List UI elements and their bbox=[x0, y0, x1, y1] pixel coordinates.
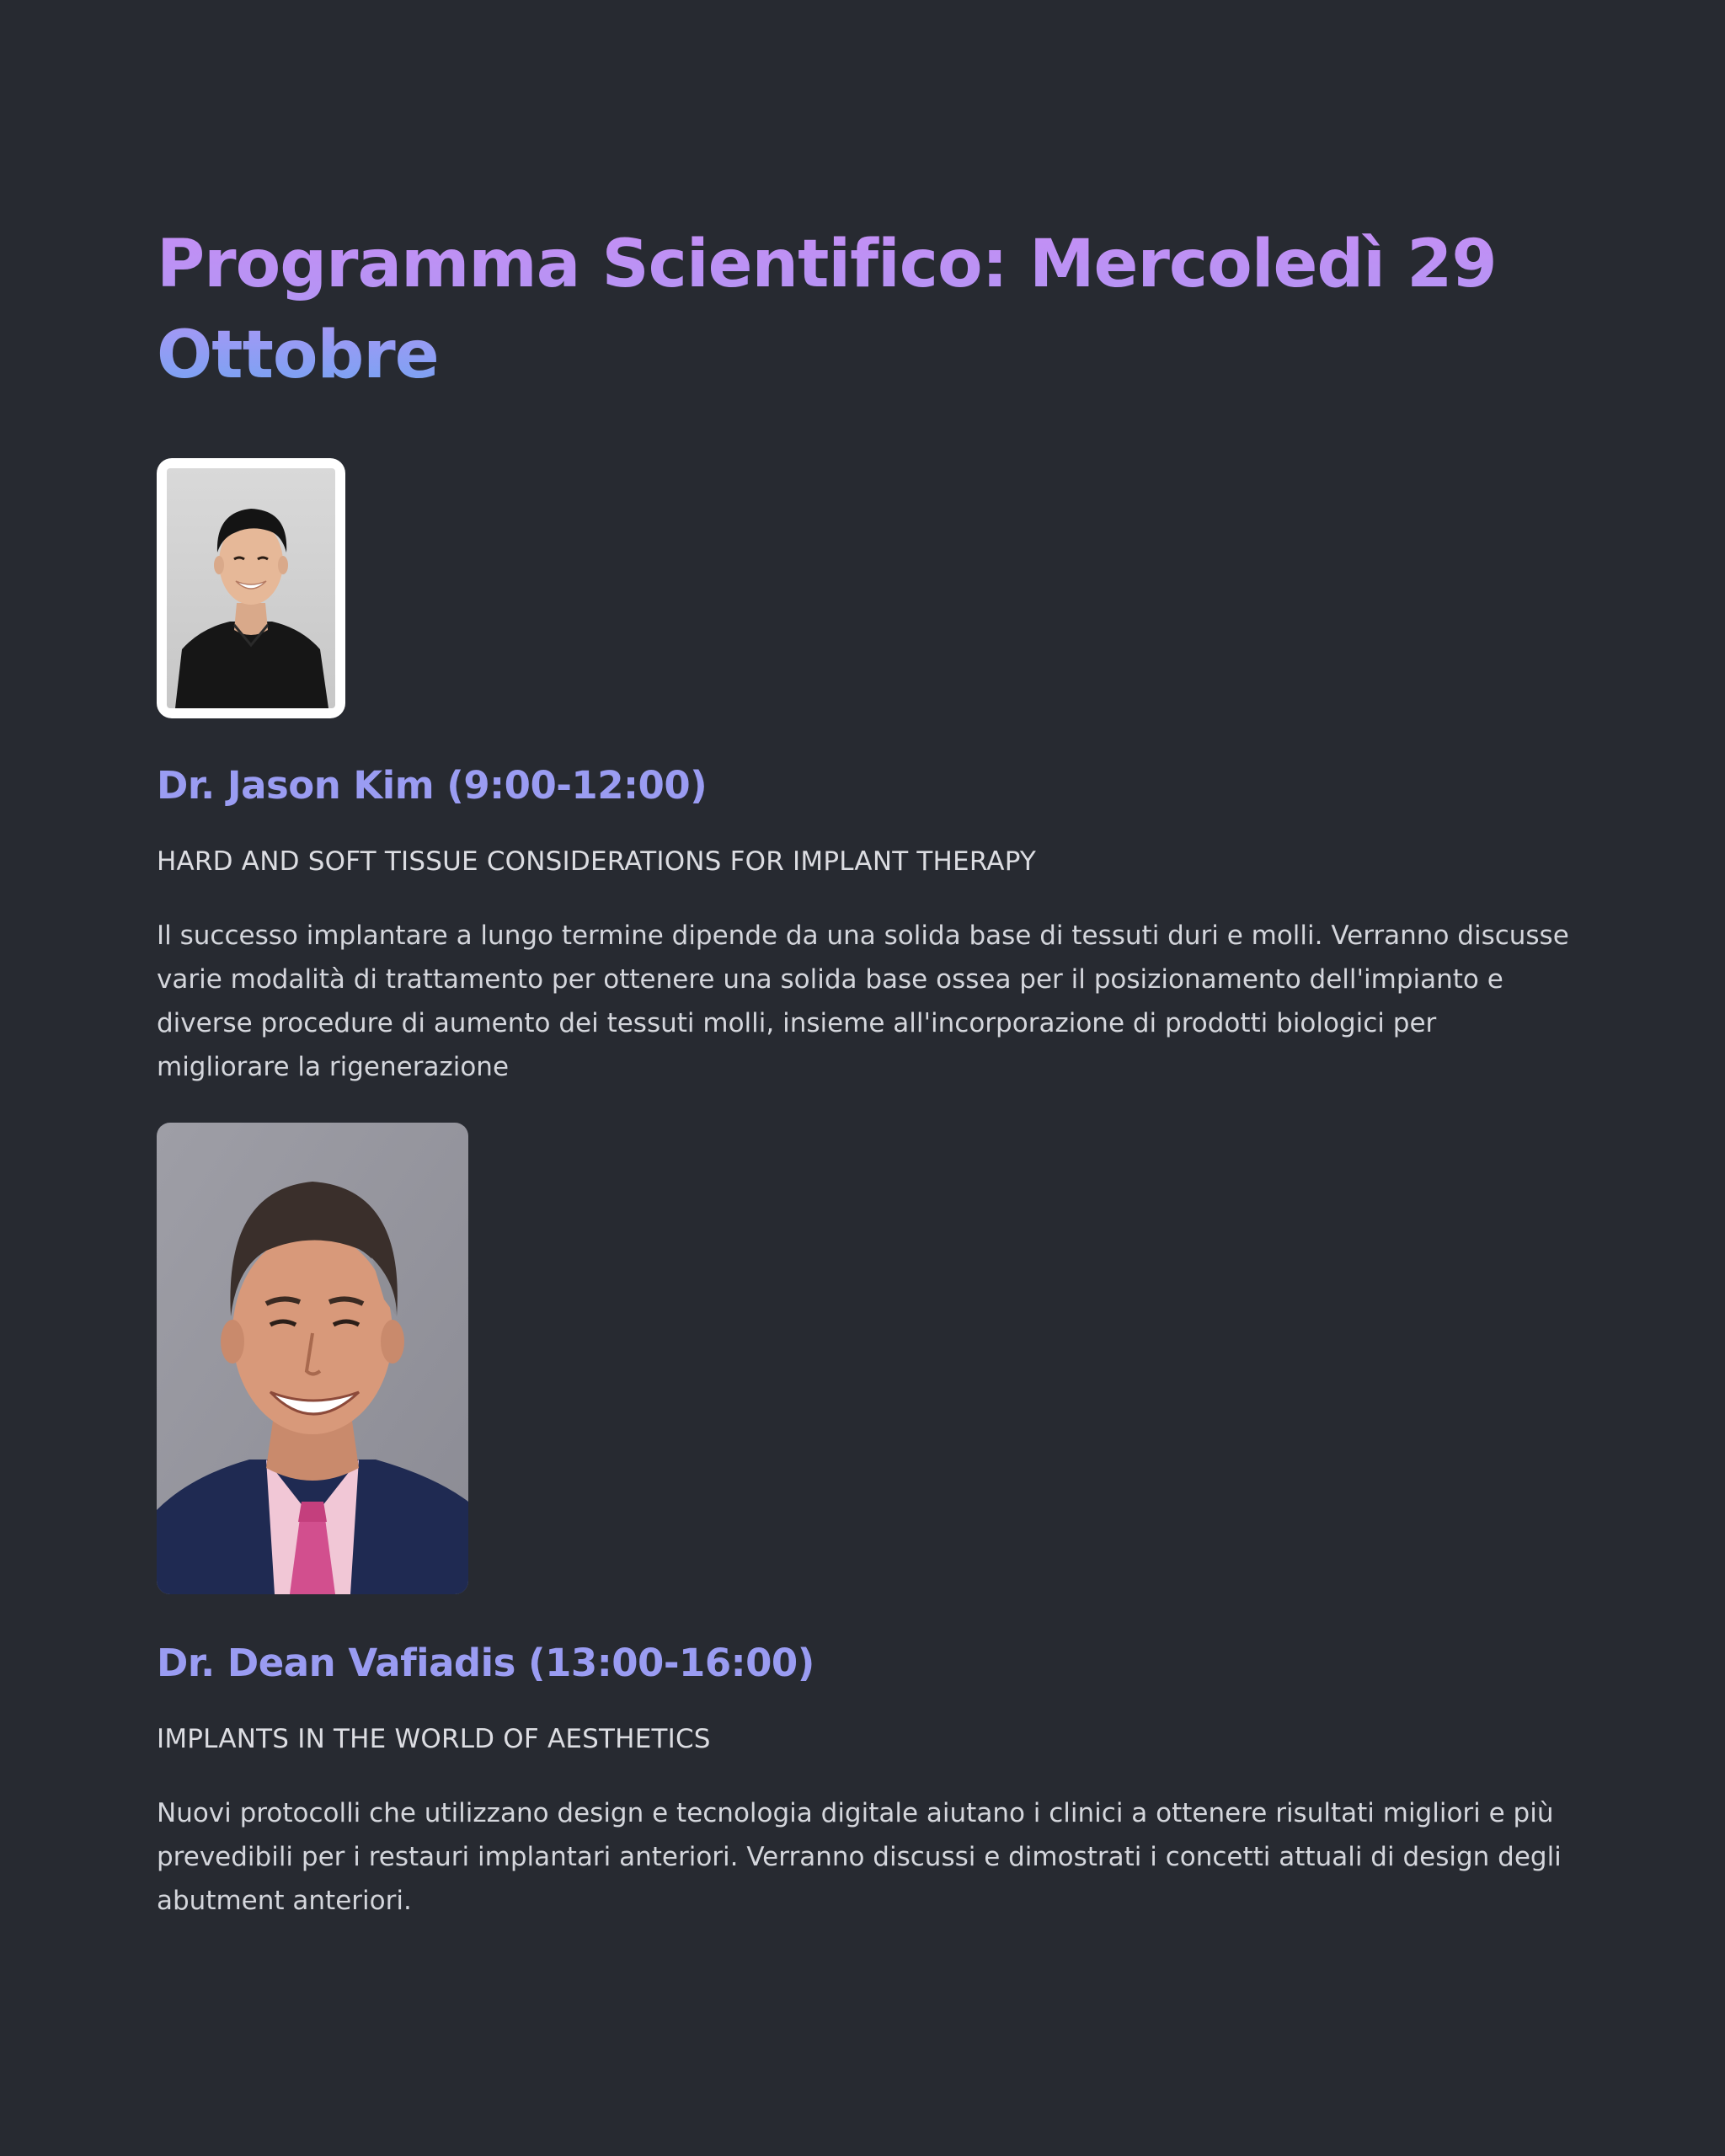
portrait-photo-icon bbox=[157, 1123, 468, 1594]
speaker-photo-frame bbox=[157, 1123, 468, 1594]
talk-description: Nuovi protocolli che utilizzano design e tecnologia digitale aiutano i clinici a ottenere risultati migliori e più prevedibili per i restauri implantari anteriori. Verranno discussi e dimostrati i concetti attuali di design degli abutment anteriori. bbox=[157, 1798, 1562, 1916]
talk-title: HARD AND SOFT TISSUE CONSIDERATIONS FOR IMPLANT THERAPY bbox=[157, 846, 1037, 877]
speaker-section-jason-kim bbox=[157, 458, 1568, 1089]
speaker-photo-frame bbox=[157, 458, 345, 718]
talk-description: Il successo implantare a lungo termine dipende da una solida base di tessuti duri e molli. Verranno discusse varie modalità di trattamento per ottenere una solida base ossea per il posizionamento dell'impianto e diverse procedure di aumento dei tessuti molli, insieme all'incorporazione di prodotti biologici per migliorare la rigenerazione bbox=[157, 921, 1569, 1082]
speaker-name: Dr. Dean Vafiadis (13:00-16:00) bbox=[157, 1641, 814, 1685]
speaker-name: Dr. Jason Kim (9:00-12:00) bbox=[157, 763, 708, 808]
page-title: Programma Scientifico: Mercoledì 29 Ottobre bbox=[157, 219, 1546, 401]
speaker-section-dean-vafiadis bbox=[157, 1123, 1568, 1923]
talk-title: IMPLANTS IN THE WORLD OF AESTHETICS bbox=[157, 1724, 711, 1754]
portrait-photo-icon bbox=[167, 468, 335, 708]
